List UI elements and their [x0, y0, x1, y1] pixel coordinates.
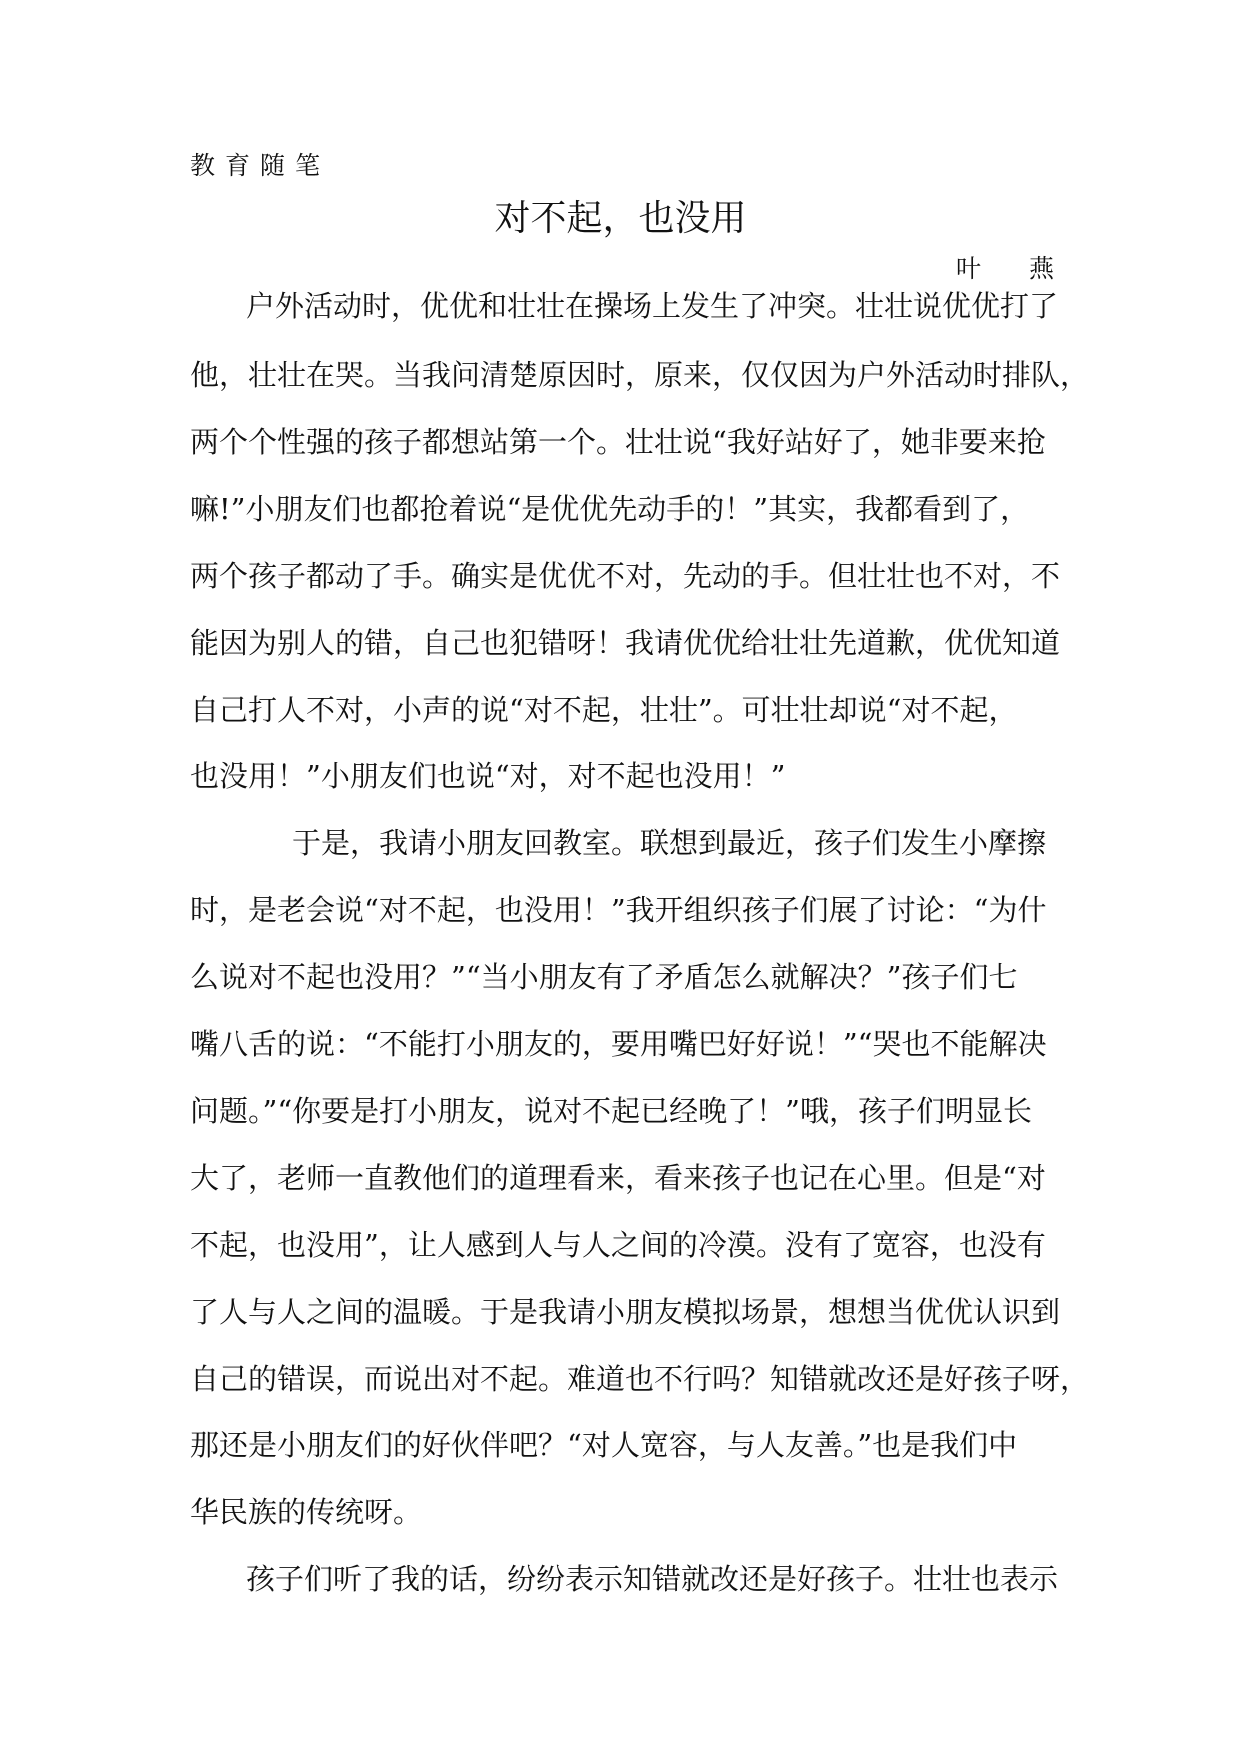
- body-line: 能因为别人的错，自己也犯错呀！我请优优给壮壮先道歉，优优知道: [190, 626, 1061, 660]
- body-line: 也没用！”小朋友们也说“对，对不起也没用！”: [190, 759, 786, 793]
- author-name: 叶燕: [956, 254, 1103, 283]
- body-line: 那还是小朋友们的好伙伴吧？“对人宽容，与人友善。”也是我们中: [190, 1428, 1018, 1462]
- body-line: 自己的错误，而说出对不起。难道也不行吗？知错就改还是好孩子呀，: [190, 1362, 1090, 1396]
- body-line: 问题。”“你要是打小朋友，说对不起已经晚了！”哦，孩子们明显长: [190, 1094, 1032, 1128]
- body-line: 他，壮壮在哭。当我问清楚原因时，原来，仅仅因为户外活动时排队，: [190, 358, 1090, 392]
- body-line: 嘴八舌的说：“不能打小朋友的，要用嘴巴好好说！”“哭也不能解决: [190, 1027, 1047, 1061]
- body-line: 两个孩子都动了手。确实是优优不对，先动的手。但壮壮也不对，不: [190, 559, 1061, 593]
- body-line: 两个个性强的孩子都想站第一个。壮壮说“我好站好了，她非要来抢: [190, 425, 1046, 459]
- body-line: 时，是老会说“对不起，也没用！”我开组织孩子们展了讨论：“为什: [190, 893, 1047, 927]
- body-line: 么说对不起也没用？”“当小朋友有了矛盾怎么就解决？”孩子们七: [190, 960, 1018, 994]
- body-line: 户外活动时，优优和壮壮在操场上发生了冲突。壮壮说优优打了: [246, 289, 1059, 323]
- body-line: 华民族的传统呀。: [190, 1495, 423, 1529]
- body-line: 自己打人不对，小声的说“对不起，壮壮”。可壮壮却说“对不起，: [190, 693, 1018, 727]
- body-line: 不起，也没用”，让人感到人与人之间的冷漠。没有了宽容，也没有: [190, 1228, 1046, 1262]
- article-title: 对不起，也没用: [494, 198, 747, 239]
- column-category: 教育随笔: [190, 151, 331, 180]
- body-line: 大了，老师一直教他们的道理看来，看来孩子也记在心里。但是“对: [190, 1161, 1046, 1195]
- body-line: 于是，我请小朋友回教室。联想到最近，孩子们发生小摩擦: [292, 826, 1047, 860]
- body-line: 了人与人之间的温暖。于是我请小朋友模拟场景，想想当优优认识到: [190, 1295, 1061, 1329]
- body-line: 嘛!”小朋友们也都抢着说“是优优先动手的！”其实，我都看到了，: [190, 492, 1030, 526]
- body-line: 孩子们听了我的话，纷纷表示知错就改还是好孩子。壮壮也表示: [246, 1562, 1059, 1596]
